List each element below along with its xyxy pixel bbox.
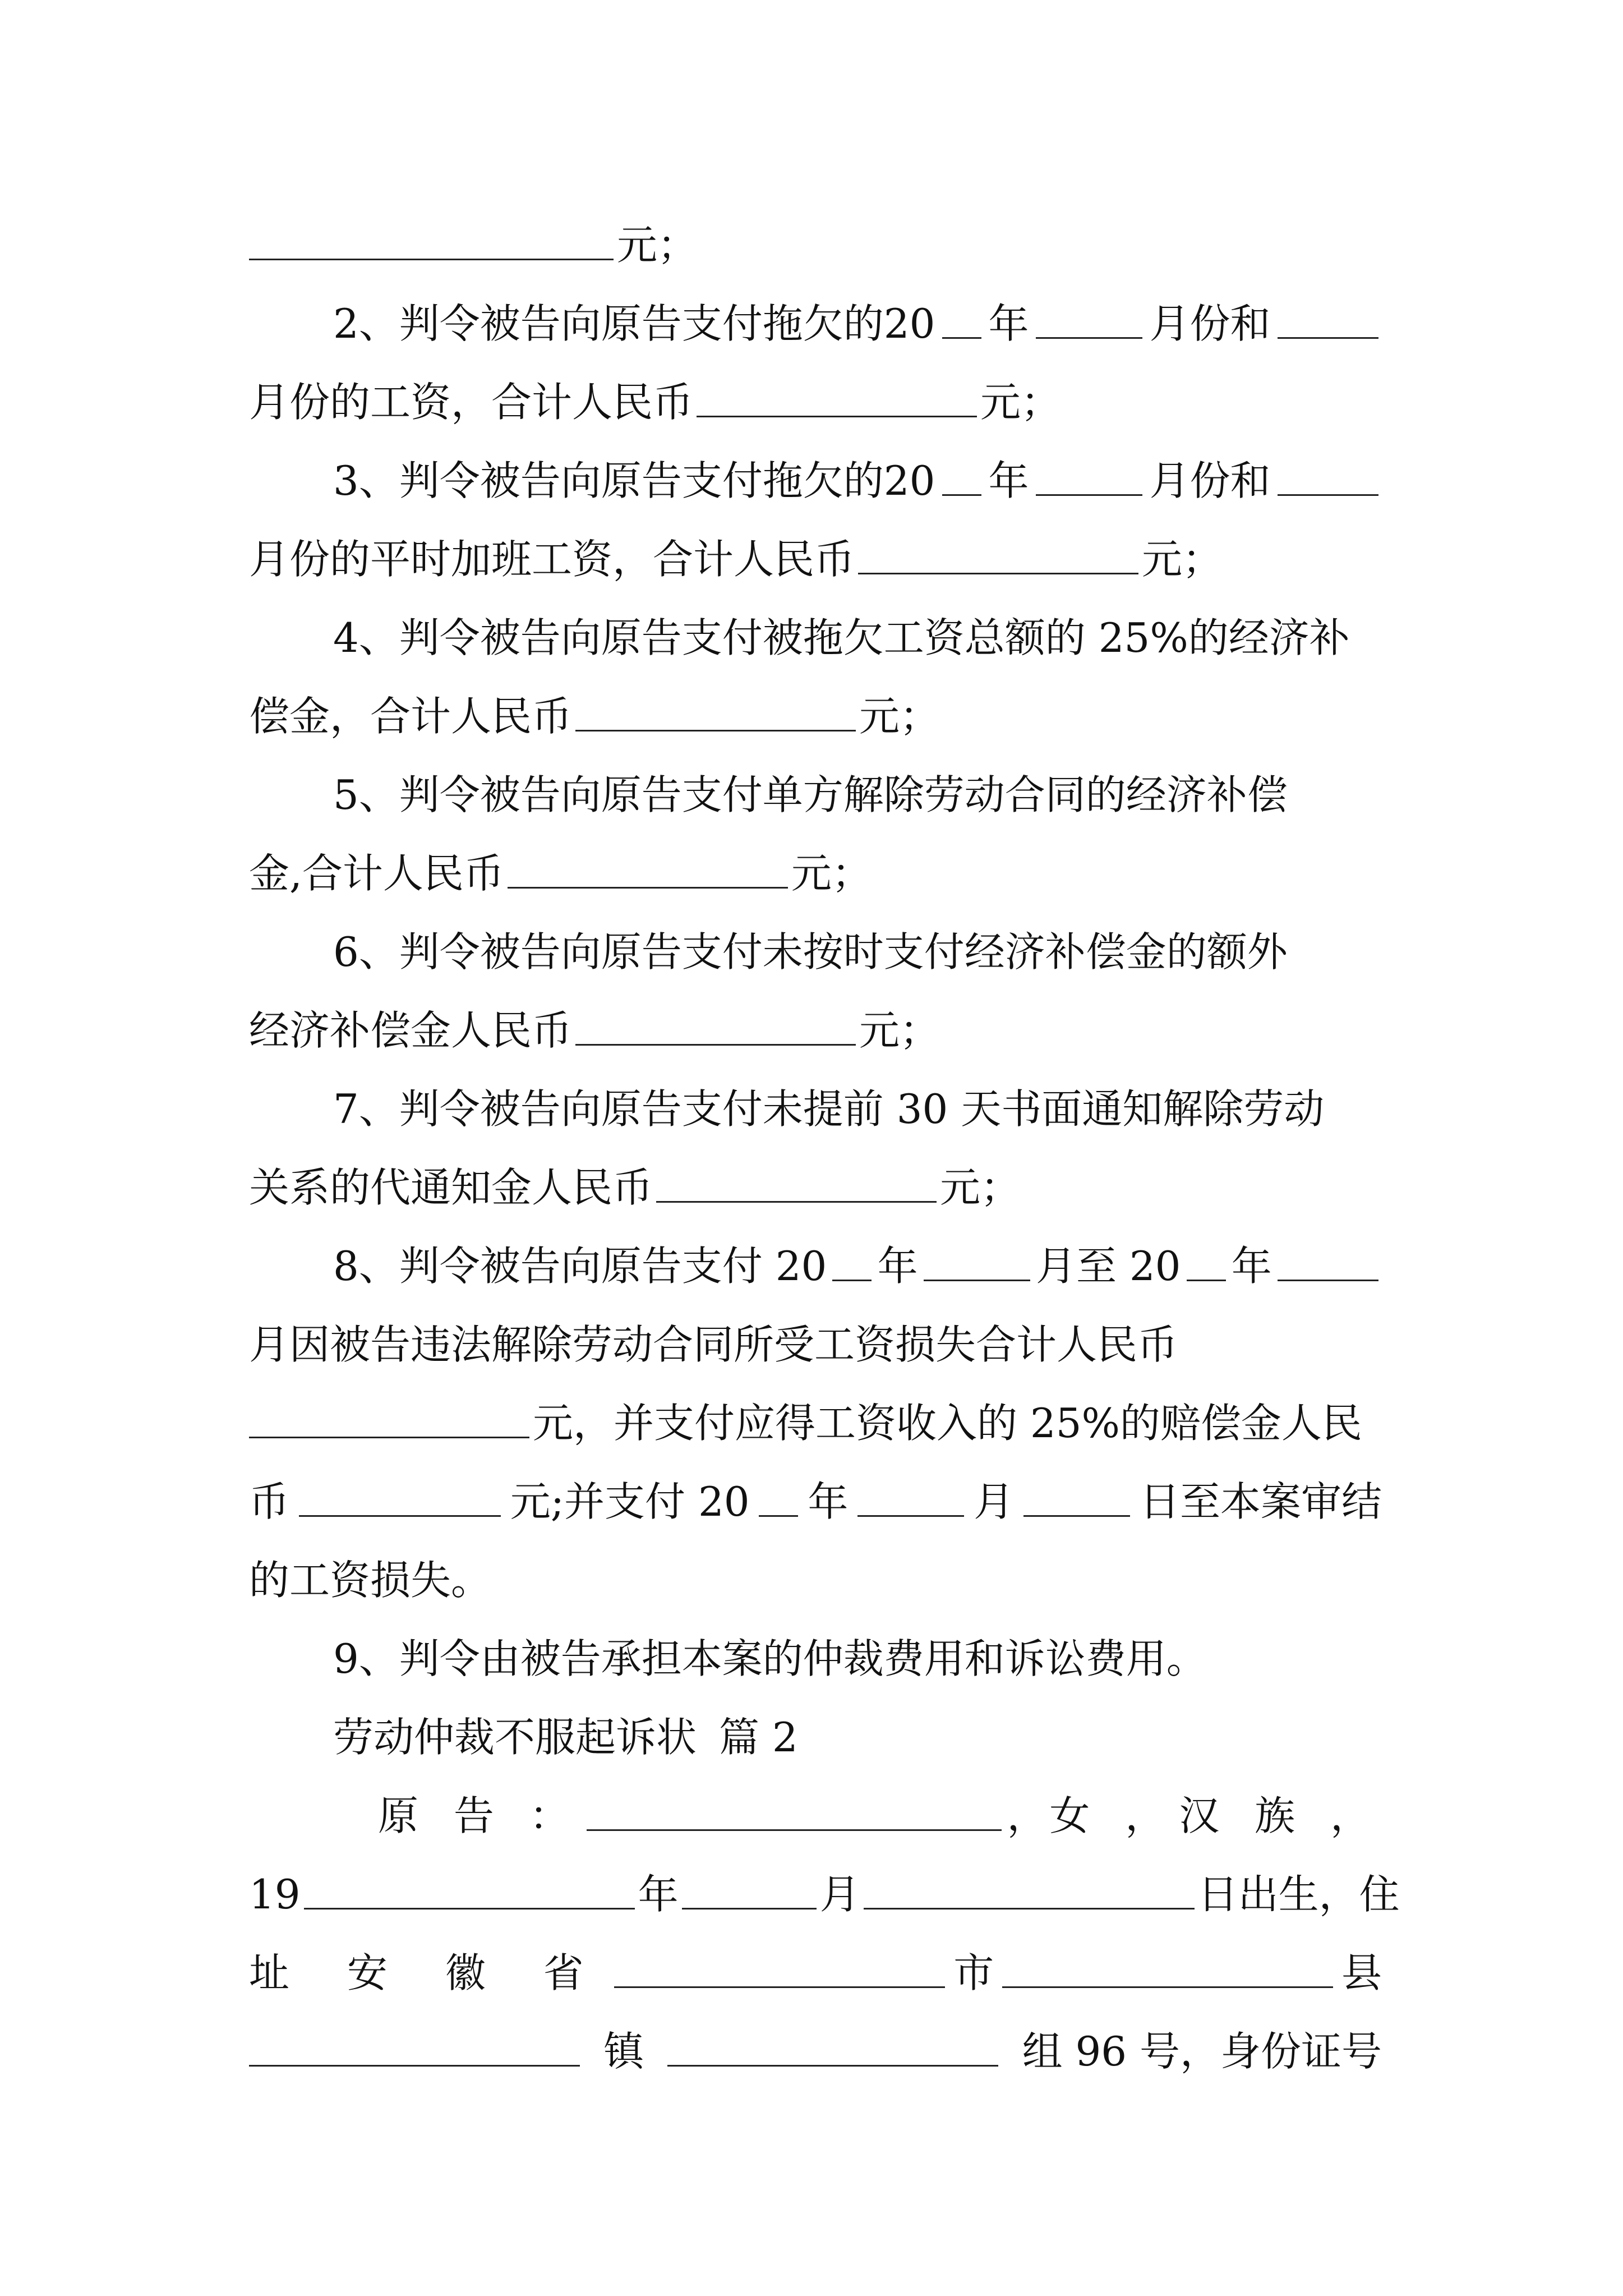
clause-text: 5、判令被告向原告支付单方解除劳动合同的经济补偿 [333, 771, 1288, 818]
clause-text: 元； [859, 693, 940, 740]
clause-8-cont [249, 1381, 1382, 1465]
clause-text: 的工资损失。 [249, 1557, 492, 1604]
clause-text: 日至本案审结 [1139, 1478, 1382, 1525]
clause-text: 年 [1231, 1243, 1272, 1290]
plaintiff-text: 月 [819, 1871, 860, 1918]
clause-text: 元，并支付应得工资收入的 25%的赔偿金人民 [533, 1400, 1362, 1447]
fill-blank [759, 1480, 798, 1517]
clause-text: 金,合计人民币 [249, 850, 504, 897]
clause-text: 月份的工资，合计人民币 [249, 379, 694, 426]
plaintiff-text: 女 ， [1049, 1792, 1177, 1839]
clause-text: 年 [877, 1243, 918, 1290]
clause-2 [249, 282, 1382, 366]
text-line [249, 203, 1382, 287]
fill-blank [832, 1245, 872, 1281]
clause-text: 月 [974, 1478, 1015, 1525]
fill-blank [1023, 1480, 1130, 1517]
clause-6-cont [249, 988, 1382, 1073]
fill-blank [587, 1795, 1002, 1831]
fill-blank [1278, 1245, 1378, 1281]
fill-blank [508, 852, 788, 889]
clause-text: 月份和 [1149, 457, 1271, 504]
heading-number: 篇 2 [719, 1714, 798, 1761]
clause-2-cont [249, 360, 1382, 444]
plaintiff-text: 19 [249, 1871, 301, 1918]
fill-blank [575, 695, 856, 731]
plaintiff-text: 年 [638, 1871, 679, 1918]
clause-text: 元;并支付 20 [510, 1478, 750, 1525]
clause-text: 元； [859, 1007, 940, 1054]
clause-text: 4、判令被告向原告支付被拖欠工资总额的 25%的经济补 [333, 614, 1350, 661]
fill-blank [1036, 302, 1142, 339]
clause-3-cont [249, 517, 1382, 601]
clause-text: 年 [808, 1478, 849, 1525]
plaintiff-text: ， [1007, 1792, 1048, 1839]
clause-text: 月因被告违法解除劳动合同所受工资损失合计人民币 [249, 1321, 1178, 1368]
clause-text: 元； [980, 379, 1062, 426]
clause-text: 6、判令被告向原告支付未按时支付经济补偿金的额外 [333, 928, 1288, 976]
clause-4 [249, 596, 1382, 680]
clause-text: 元； [940, 1164, 1021, 1211]
section-heading [249, 1695, 1382, 1779]
clause-8-cont [249, 1460, 1382, 1544]
clause-text: 偿金，合计人民币 [249, 693, 573, 740]
plaintiff-text: 组 96 号，身份证号 [1022, 2028, 1382, 2075]
fill-blank [614, 1952, 945, 1988]
plaintiff-text: 市 [953, 1949, 994, 1996]
fill-blank [942, 302, 981, 339]
fill-blank [1002, 1952, 1333, 1988]
fill-blank [575, 1009, 856, 1046]
clause-9 [249, 1617, 1382, 1701]
clause-text: 7、判令被告向原告支付未提前 30 天书面通知解除劳动 [333, 1085, 1325, 1133]
fill-blank [858, 538, 1138, 574]
clause-5-cont [249, 831, 1382, 915]
fill-blank [1187, 1245, 1226, 1281]
fill-blank [857, 1480, 964, 1517]
clause-text: 月至 20 [1035, 1243, 1181, 1290]
plaintiff-line-1 [249, 1774, 1382, 1858]
clause-8 [249, 1224, 1382, 1308]
clause-8-cont [249, 1538, 1382, 1622]
fill-blank [249, 224, 614, 260]
clause-text: 年 [988, 300, 1029, 347]
plaintiff-line-3 [249, 1931, 1382, 2015]
clause-8-cont [249, 1303, 1382, 1387]
fill-blank [304, 1873, 635, 1910]
fill-blank [656, 1166, 937, 1203]
clause-text: 2、判令被告向原告支付拖欠的20 [333, 300, 935, 347]
clause-5 [249, 753, 1382, 837]
plaintiff-line-2 [249, 1852, 1400, 1936]
clause-text: 元； [1142, 536, 1223, 583]
fill-blank [249, 2030, 580, 2067]
line-text: 元； [617, 222, 698, 269]
fill-blank [299, 1480, 501, 1517]
clause-6 [249, 910, 1382, 994]
fill-blank [924, 1245, 1030, 1281]
plaintiff-text: 址 安 徽 省 [249, 1949, 606, 1996]
plaintiff-text: 日出生，住 [1197, 1871, 1400, 1918]
clause-text: 年 [988, 457, 1029, 504]
clause-text: 经济补偿金人民币 [249, 1007, 573, 1054]
fill-blank [682, 1873, 817, 1910]
clause-text: 8、判令被告向原告支付 20 [333, 1243, 827, 1290]
plaintiff-text: 镇 [603, 2028, 644, 2075]
fill-blank [249, 1402, 529, 1438]
clause-7-cont [249, 1145, 1382, 1230]
plaintiff-text: 县 [1341, 1949, 1382, 1996]
fill-blank [667, 2030, 998, 2067]
clause-text: 月份和 [1149, 300, 1271, 347]
clause-text: 月份的平时加班工资，合计人民币 [249, 536, 855, 583]
heading-text: 劳动仲裁不服起诉状 [333, 1714, 697, 1761]
clause-text: 元； [791, 850, 872, 897]
clause-text: 9、判令由被告承担本案的仲裁费用和诉讼费用。 [333, 1635, 1207, 1682]
clause-text: 币 [249, 1478, 290, 1525]
clause-text: 关系的代通知金人民币 [249, 1164, 653, 1211]
plaintiff-line-4 [249, 2009, 1382, 2093]
fill-blank [1278, 302, 1378, 339]
plaintiff-label: 原 告 ： [378, 1792, 581, 1839]
fill-blank [1278, 459, 1378, 496]
fill-blank [1036, 459, 1142, 496]
clause-text: 3、判令被告向原告支付拖欠的20 [333, 457, 935, 504]
fill-blank [864, 1873, 1195, 1910]
plaintiff-text: 汉 族 ， [1179, 1792, 1382, 1839]
clause-4-cont [249, 674, 1382, 758]
clause-7 [249, 1067, 1382, 1151]
fill-blank [942, 459, 981, 496]
clause-3 [249, 439, 1382, 523]
fill-blank [697, 381, 977, 417]
